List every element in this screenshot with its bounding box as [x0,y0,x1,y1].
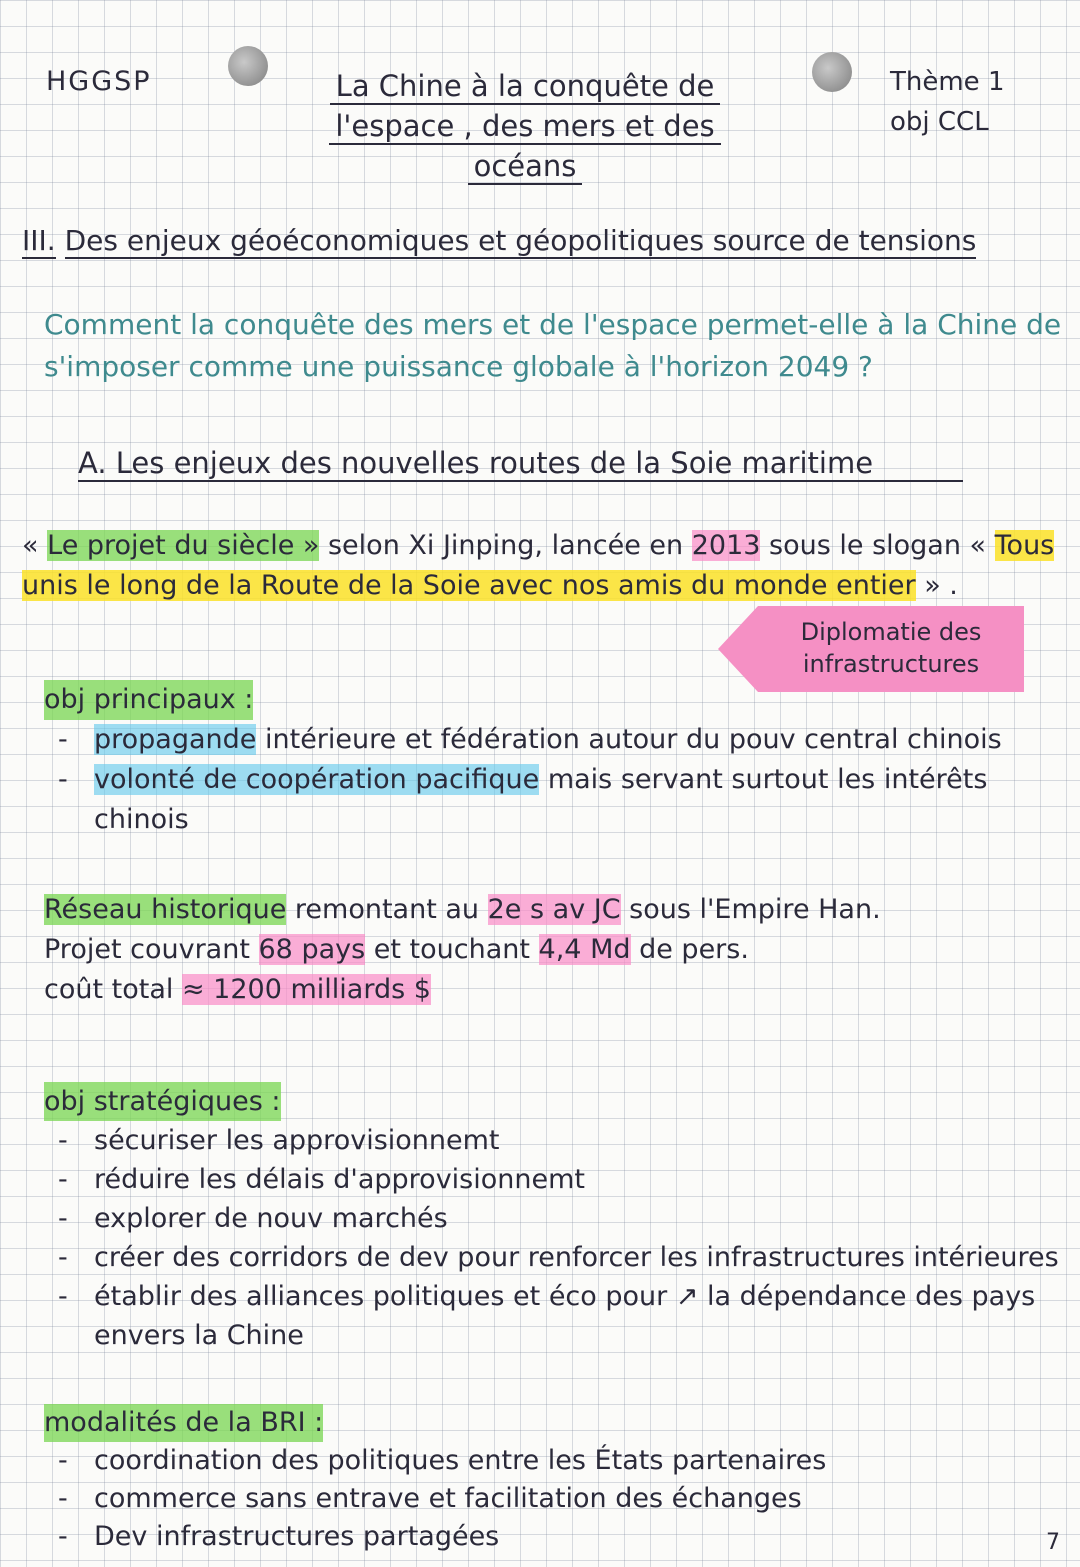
item-text: mais servant surtout les intérêts chinois [94,764,988,835]
binder-hole-left [228,46,268,86]
list-item: - explorer de nouv marchés [44,1199,1074,1238]
modalites-list [44,1442,1074,1556]
intro-paragraph [22,526,1062,606]
list-item: - sécuriser les approvisionnemt [44,1121,1074,1160]
history-text: de pers. [630,934,749,965]
subject-label: HGGSP [46,66,152,97]
modalites-heading: modalités de la BRI : [44,1404,323,1442]
list-item: - Dev infrastructures partagées [44,1518,1074,1556]
item-text: intérieure et fédération autour du pouv central chinois [256,724,1002,755]
countries-highlight: 68 pays [258,934,366,965]
subsection-a-heading [78,446,963,480]
obj-principaux-block [44,680,1074,840]
obj-strategiques-heading: obj stratégiques : [44,1082,281,1121]
obj-strategiques-list [44,1121,1074,1355]
section-3-heading [22,220,1052,262]
page-number: 7 [1046,1530,1060,1555]
project-highlight: Le projet du siècle » [47,530,320,561]
obj-principaux-list [44,720,1074,840]
intro-text: selon Xi Jinping, lancée en [319,530,692,561]
obj-strategiques-block [44,1082,1074,1355]
title-line-2: l'espace , des mers et des [329,109,720,145]
history-text: coût total [44,974,182,1005]
network-highlight: Réseau historique [44,894,287,925]
history-text: Projet couvrant [44,934,259,965]
slogan-highlight: Tous unis le long de la Route de la Soie avec nos amis du monde entier [22,530,1055,601]
tag-label: Diplomatie des infrastructures [800,618,982,678]
theme-line-1: Thème 1 [890,67,1005,97]
list-item: - commerce sans entrave et facilitation des échanges [44,1480,1074,1518]
subsection-a-title: A. Les enjeux des nouvelles routes de la Soie maritime [78,446,963,482]
people-highlight: 4,4 Md [538,934,631,965]
problem-question: Comment la conquête des mers et de l'espace permet-elle à la Chine de s'imposer comme une puissance globale à l'horizon 2049 ? [44,308,1062,383]
history-paragraph [44,890,1074,1010]
history-text: remontant au [286,894,488,925]
list-item: - établir des alliances politiques et éco pour ↗ la dépendance des pays envers la Chine [44,1277,1074,1355]
binder-hole-right [812,52,852,92]
theme-label [890,62,1005,142]
section-3-numeral: III. [22,224,56,257]
slogan-intro: sous le slogan « [760,530,995,561]
item-highlight: propagande [94,724,257,755]
page-title [270,66,780,186]
history-text: et touchant [365,934,539,965]
list-item: - créer des corridors de dev pour renforcer les infrastructures intérieures [44,1238,1074,1277]
item-highlight: volonté de coopération pacifique [94,764,540,795]
modalites-block [44,1404,1074,1556]
open-quote: « [22,530,39,561]
list-item: - coordination des politiques entre les États partenaires [44,1442,1074,1480]
list-item [44,760,1074,840]
list-item [44,720,1074,760]
obj-principaux-heading: obj principaux : [44,680,253,720]
title-line-3: océans [468,149,583,185]
cost-highlight: ≈ 1200 milliards $ [181,974,431,1005]
year-highlight: 2013 [691,530,761,561]
century-highlight: 2e s av JC [487,894,621,925]
title-line-1: La Chine à la conquête de [330,69,721,105]
section-3-title: Des enjeux géoéconomiques et géopolitiques source de tensions [64,224,977,257]
list-item: - réduire les délais d'approvisionnemt [44,1160,1074,1199]
history-text: sous l'Empire Han. [620,894,881,925]
close-quote: » . [915,570,958,601]
theme-line-2: obj CCL [890,107,989,137]
